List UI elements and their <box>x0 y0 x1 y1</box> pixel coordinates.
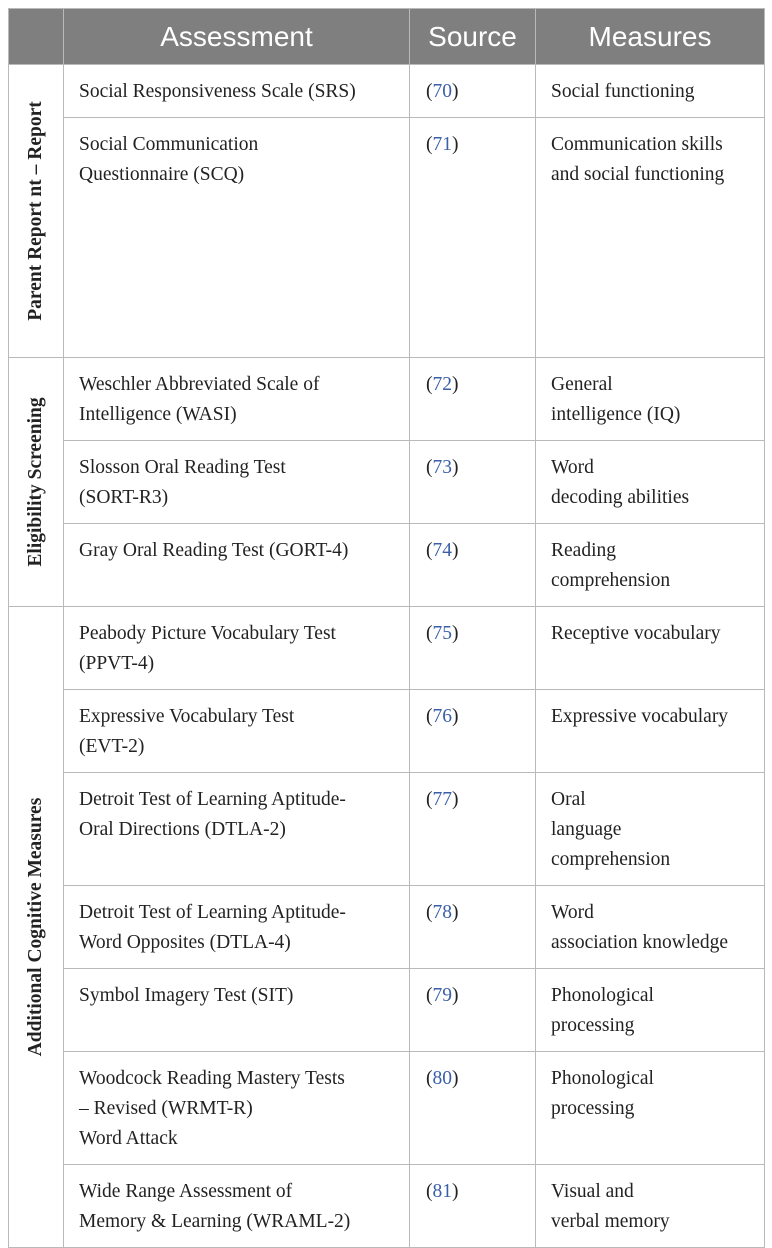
header-source: Source <box>410 9 536 65</box>
reference-link[interactable]: 74 <box>432 540 452 561</box>
assessment-cell <box>64 690 410 773</box>
table-row <box>9 118 765 358</box>
table-row <box>9 773 765 886</box>
source-cell: (79) <box>410 969 536 1052</box>
assessment-text: Social Communication <box>79 134 259 155</box>
assessment-cell <box>64 886 410 969</box>
table-row <box>9 886 765 969</box>
assessment-table <box>8 8 765 1248</box>
source-cell: (72) <box>410 358 536 441</box>
assessment-text: Detroit Test of Learning Aptitude- <box>79 789 346 810</box>
measures-cell <box>536 1165 765 1248</box>
measures-cell <box>536 118 765 358</box>
measures-text: Receptive vocabulary <box>551 623 721 644</box>
measures-text: and social functioning <box>551 164 725 185</box>
assessment-text: Word Attack <box>79 1128 178 1149</box>
source-cell: (77) <box>410 773 536 886</box>
reference-link[interactable]: 71 <box>432 134 452 155</box>
header-assessment: Assessment <box>64 9 410 65</box>
assessment-text: Gray Oral Reading Test (GORT-4) <box>79 540 349 561</box>
assessment-cell <box>64 1165 410 1248</box>
assessment-cell <box>64 118 410 358</box>
table-row <box>9 441 765 524</box>
assessment-cell <box>64 65 410 118</box>
reference-link[interactable]: 76 <box>432 706 452 727</box>
assessment-text: Peabody Picture Vocabulary Test <box>79 623 336 644</box>
assessment-text: Symbol Imagery Test (SIT) <box>79 985 294 1006</box>
measures-text: Phonological <box>551 1068 654 1089</box>
measures-text: Reading <box>551 540 616 561</box>
source-cell: (76) <box>410 690 536 773</box>
assessment-cell <box>64 1052 410 1165</box>
measures-text: language <box>551 819 622 840</box>
assessment-text: (SORT-R3) <box>79 487 169 508</box>
measures-text: processing <box>551 1015 635 1036</box>
table-row <box>9 524 765 607</box>
assessment-cell <box>64 607 410 690</box>
assessment-text: Questionnaire (SCQ) <box>79 164 245 185</box>
measures-cell <box>536 358 765 441</box>
measures-cell <box>536 773 765 886</box>
assessment-text: Memory & Learning (WRAML-2) <box>79 1211 351 1232</box>
assessment-text: Woodcock Reading Mastery Tests <box>79 1068 345 1089</box>
assessment-cell <box>64 773 410 886</box>
reference-link[interactable]: 70 <box>432 81 452 102</box>
assessment-text: Expressive Vocabulary Test <box>79 706 295 727</box>
measures-text: Visual and <box>551 1181 634 1202</box>
measures-cell <box>536 1052 765 1165</box>
source-cell: (70) <box>410 65 536 118</box>
measures-text: Communication skills <box>551 134 723 155</box>
assessment-text: (PPVT-4) <box>79 653 155 674</box>
table-row <box>9 969 765 1052</box>
reference-link[interactable]: 81 <box>432 1181 452 1202</box>
reference-link[interactable]: 72 <box>432 374 452 395</box>
assessment-text: Weschler Abbreviated Scale of <box>79 374 320 395</box>
measures-text: comprehension <box>551 849 671 870</box>
measures-text: association knowledge <box>551 932 729 953</box>
measures-cell <box>536 441 765 524</box>
assessment-cell <box>64 358 410 441</box>
table-row <box>9 358 765 441</box>
measures-text: decoding abilities <box>551 487 690 508</box>
measures-text: intelligence (IQ) <box>551 404 681 425</box>
measures-text: Phonological <box>551 985 654 1006</box>
group-label-eligibility <box>9 358 64 607</box>
table-row <box>9 1165 765 1248</box>
group-label-parent <box>9 65 64 358</box>
reference-link[interactable]: 75 <box>432 623 452 644</box>
source-cell: (78) <box>410 886 536 969</box>
reference-link[interactable]: 73 <box>432 457 452 478</box>
measures-cell <box>536 690 765 773</box>
reference-link[interactable]: 79 <box>432 985 452 1006</box>
measures-cell <box>536 886 765 969</box>
assessment-text: Detroit Test of Learning Aptitude- <box>79 902 346 923</box>
reference-link[interactable]: 78 <box>432 902 452 923</box>
reference-link[interactable]: 77 <box>432 789 452 810</box>
measures-text: verbal memory <box>551 1211 670 1232</box>
measures-cell <box>536 607 765 690</box>
measures-text: comprehension <box>551 570 671 591</box>
source-cell: (75) <box>410 607 536 690</box>
source-cell: (71) <box>410 118 536 358</box>
group-label-text: Parent Report nt – Report <box>25 101 46 321</box>
assessment-text: Social Responsiveness Scale (SRS) <box>79 81 356 102</box>
header-corner <box>9 9 64 65</box>
source-cell: (73) <box>410 441 536 524</box>
measures-text: Expressive vocabulary <box>551 706 729 727</box>
group-label-cognitive <box>9 607 64 1248</box>
measures-text: Word <box>551 457 594 478</box>
measures-cell <box>536 65 765 118</box>
measures-text: Word <box>551 902 594 923</box>
assessment-text: Slosson Oral Reading Test <box>79 457 286 478</box>
reference-link[interactable]: 80 <box>432 1068 452 1089</box>
assessment-text: Oral Directions (DTLA-2) <box>79 819 286 840</box>
measures-text: General <box>551 374 613 395</box>
assessment-cell <box>64 969 410 1052</box>
source-cell: (80) <box>410 1052 536 1165</box>
assessment-cell <box>64 524 410 607</box>
header-row <box>9 9 765 65</box>
table-row <box>9 690 765 773</box>
source-cell: (74) <box>410 524 536 607</box>
measures-text: processing <box>551 1098 635 1119</box>
assessment-cell <box>64 441 410 524</box>
source-cell: (81) <box>410 1165 536 1248</box>
assessment-text: – Revised (WRMT-R) <box>79 1098 253 1119</box>
table-row <box>9 607 765 690</box>
assessment-text: Wide Range Assessment of <box>79 1181 293 1202</box>
table-row <box>9 1052 765 1165</box>
assessment-text: Word Opposites (DTLA-4) <box>79 932 291 953</box>
measures-cell <box>536 969 765 1052</box>
measures-text: Oral <box>551 789 586 810</box>
assessment-text: (EVT-2) <box>79 736 145 757</box>
measures-cell <box>536 524 765 607</box>
header-measures: Measures <box>536 9 765 65</box>
table-row <box>9 65 765 118</box>
assessment-text: Intelligence (WASI) <box>79 404 237 425</box>
group-label-text: Additional Cognitive Measures <box>25 797 46 1057</box>
group-label-text: Eligibility Screening <box>25 397 46 567</box>
measures-text: Social functioning <box>551 81 695 102</box>
